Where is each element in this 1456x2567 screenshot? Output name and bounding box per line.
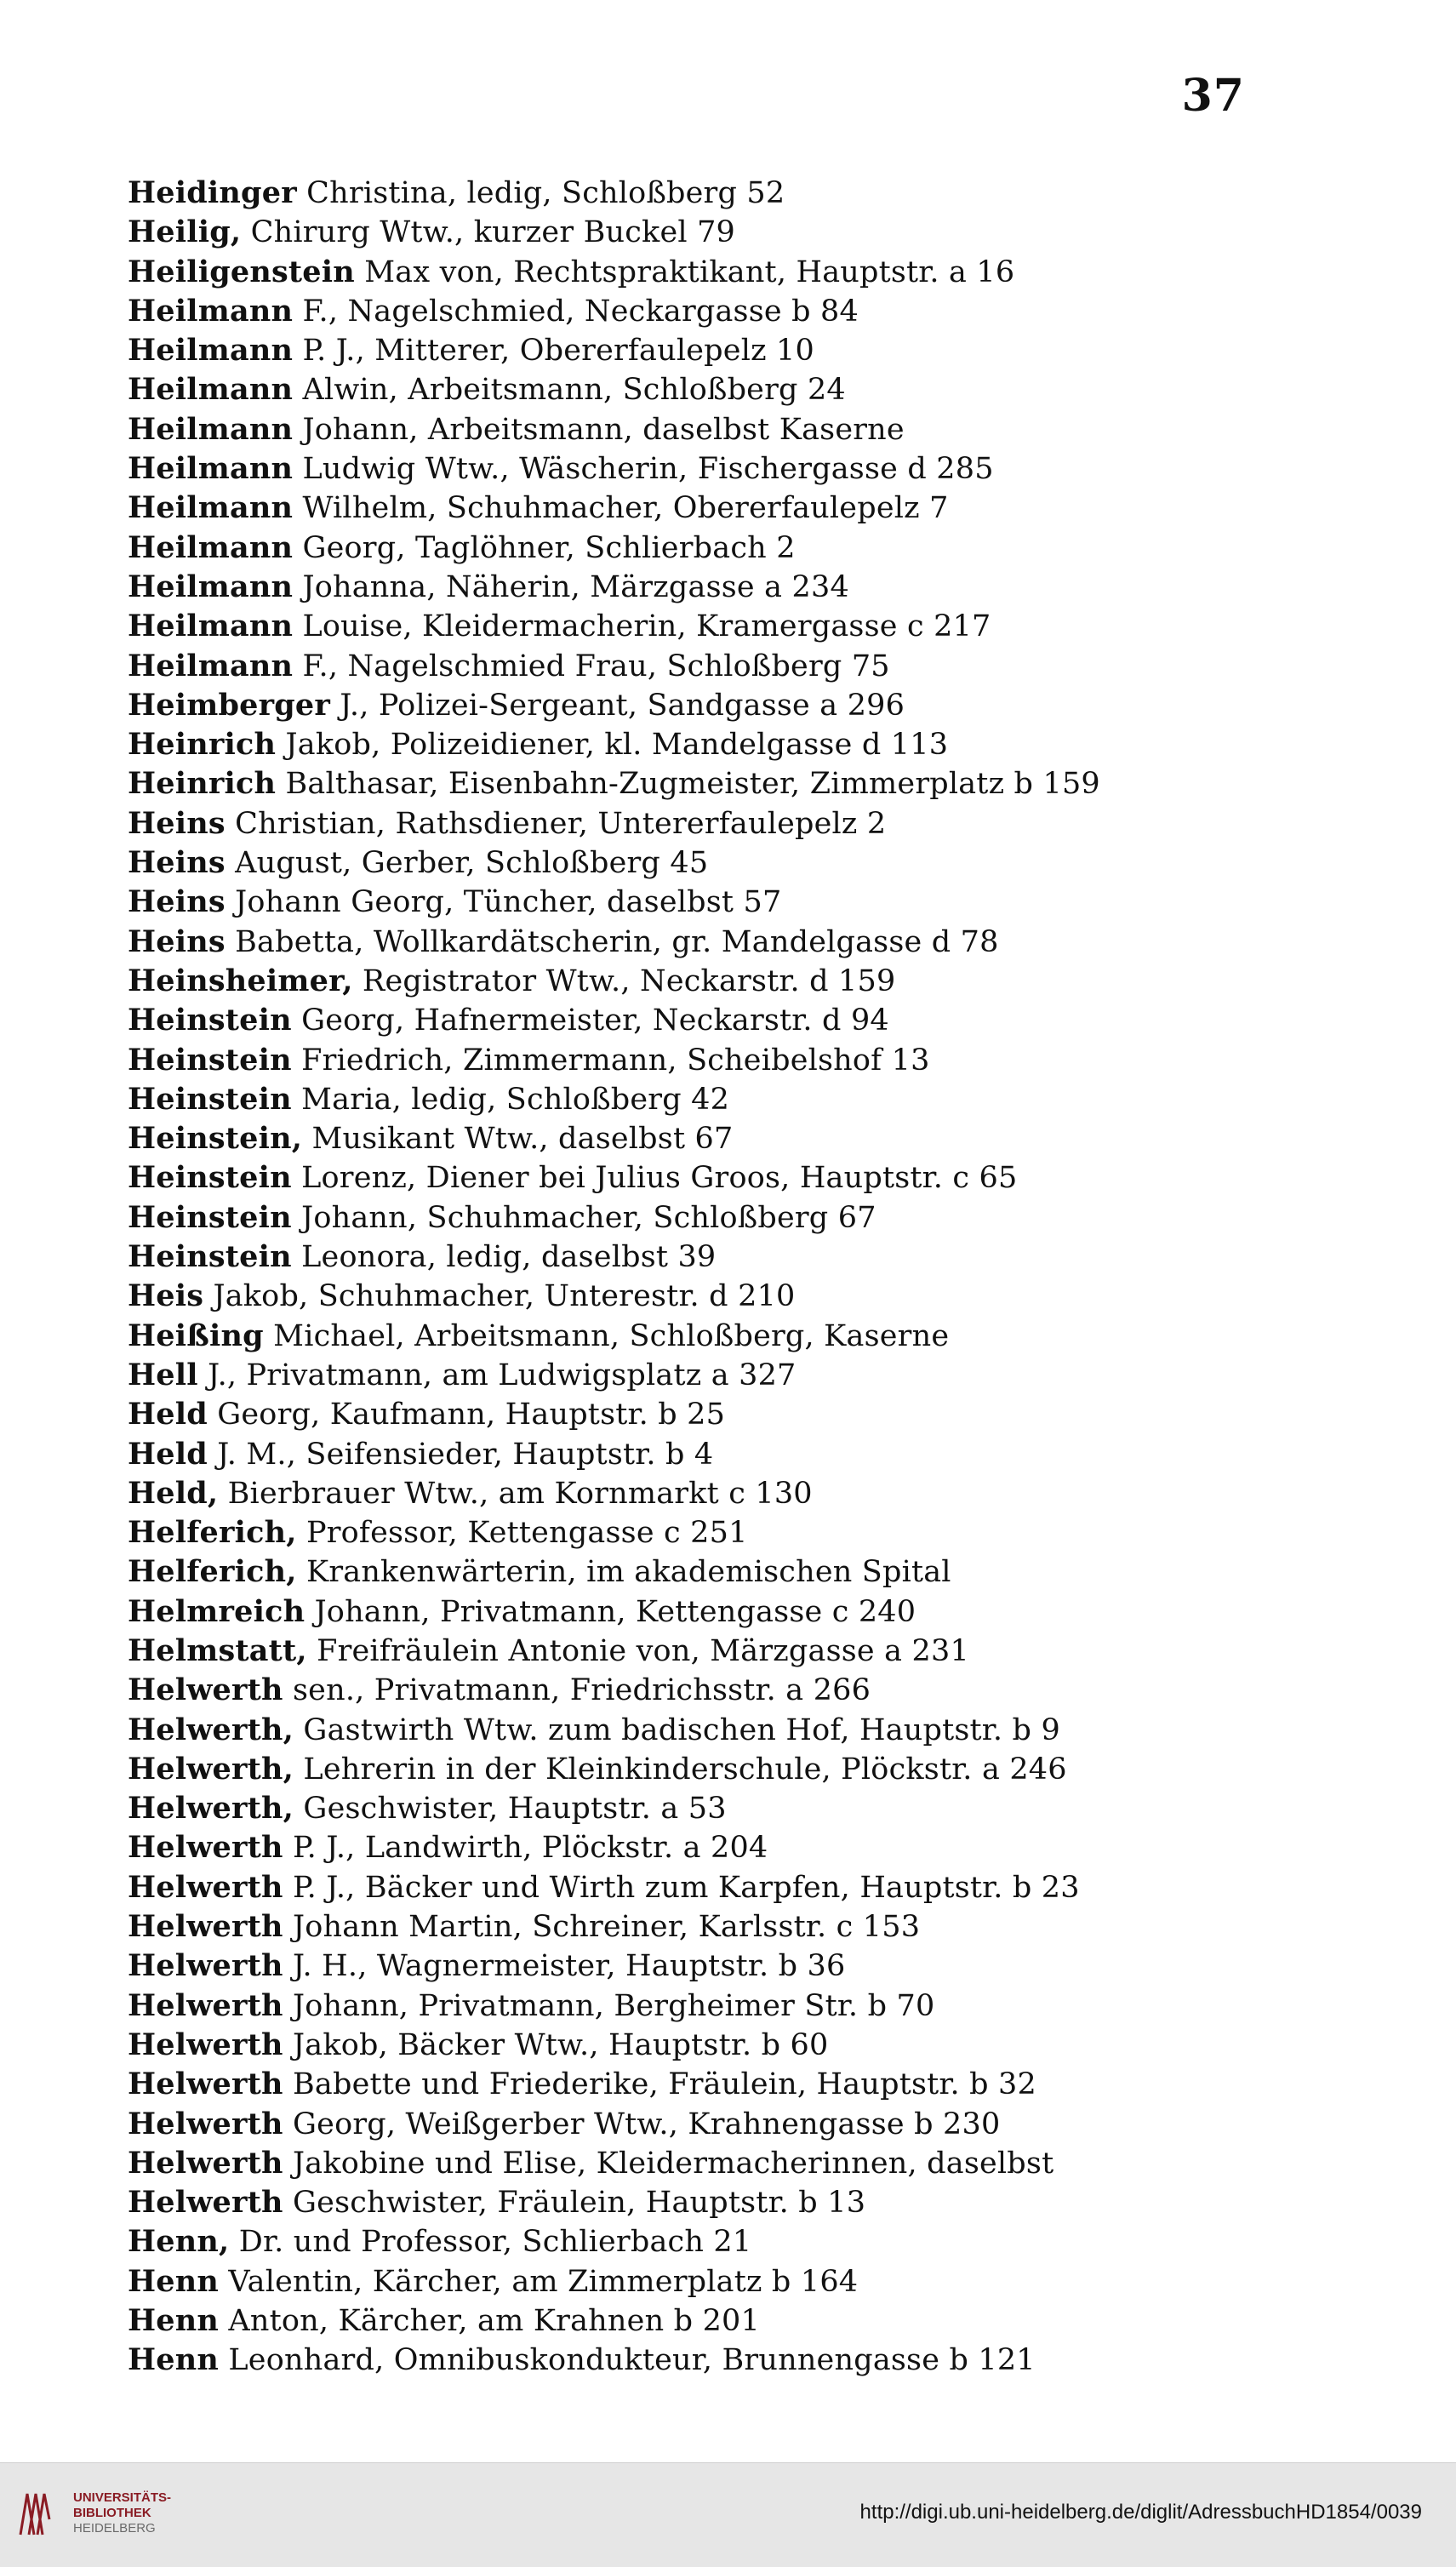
entry-details: Krankenwärterin, im akademischen Spital xyxy=(305,1555,951,1590)
entry-details: Ludwig Wtw., Wäscherin, Fischergasse d 285 xyxy=(302,452,994,487)
directory-entry xyxy=(128,1395,1302,1434)
entry-details: Jakob, Schuhmacher, Unterestr. d 210 xyxy=(213,1279,796,1314)
directory-entry xyxy=(128,1987,1302,2026)
entry-surname: Heinstein xyxy=(128,1239,292,1275)
entry-surname: Hell xyxy=(128,1357,198,1392)
entry-surname: Heilmann xyxy=(128,411,294,447)
directory-entry xyxy=(128,1119,1302,1158)
entry-surname: Heins xyxy=(128,923,226,959)
entry-details: Babette und Friederike, Fräulein, Hauptstr. b 32 xyxy=(293,2067,1036,2102)
entry-details: Christian, Rathsdiener, Untererfaulepelz 2 xyxy=(235,806,887,841)
entry-details: P. J., Mitterer, Obererfaulepelz 10 xyxy=(302,334,814,369)
directory-entry xyxy=(128,2262,1302,2301)
entry-details: Gastwirth Wtw. zum badischen Hof, Hauptstr. b 9 xyxy=(303,1712,1060,1747)
directory-entry xyxy=(128,1907,1302,1947)
entry-details: Lorenz, Diener bei Julius Groos, Hauptstr. c 65 xyxy=(301,1161,1018,1196)
entry-surname: Heilmann xyxy=(128,490,294,526)
directory-entry xyxy=(128,2065,1302,2104)
footer-bar xyxy=(0,2462,1456,2567)
entry-details: Balthasar, Eisenbahn-Zugmeister, Zimmerplatz b 159 xyxy=(285,767,1100,802)
entry-details: Freifräulein Antonie von, Märzgasse a 231 xyxy=(317,1633,969,1668)
entry-details: Alwin, Arbeitsmann, Schloßberg 24 xyxy=(302,373,846,408)
directory-entry xyxy=(128,370,1302,409)
entry-details: Louise, Kleidermacherin, Kramergasse c 217 xyxy=(302,609,991,644)
directory-entry xyxy=(128,686,1302,725)
directory-entry xyxy=(128,1317,1302,1356)
entry-surname: Heins xyxy=(128,845,226,881)
directory-entry xyxy=(128,1711,1302,1750)
directory-entry xyxy=(128,883,1302,922)
directory-entry xyxy=(128,962,1302,1001)
entry-details: Bierbrauer Wtw., am Kornmarkt c 130 xyxy=(227,1476,813,1511)
directory-entry xyxy=(128,449,1302,489)
entry-surname: Heinstein xyxy=(128,1160,292,1196)
directory-entry xyxy=(128,1041,1302,1080)
entry-details: Michael, Arbeitsmann, Schloßberg, Kaserne xyxy=(273,1318,950,1353)
directory-entry xyxy=(128,1592,1302,1632)
directory-entry xyxy=(128,1356,1302,1395)
directory-entry xyxy=(128,213,1302,252)
entry-surname: Heis xyxy=(128,1278,204,1314)
entry-details: August, Gerber, Schloßberg 45 xyxy=(235,846,709,881)
entry-surname: Heins xyxy=(128,805,226,841)
entry-details: F., Nagelschmied Frau, Schloßberg 75 xyxy=(302,649,890,683)
entry-surname: Helwerth xyxy=(128,2067,283,2102)
entry-details: P. J., Bäcker und Wirth zum Karpfen, Hauptstr. b 23 xyxy=(293,1870,1080,1905)
entry-details: sen., Privatmann, Friedrichsstr. a 266 xyxy=(293,1673,871,1708)
entry-surname: Helmstatt, xyxy=(128,1632,307,1668)
entry-details: Johann Martin, Schreiner, Karlsstr. c 153 xyxy=(293,1910,921,1945)
directory-entry xyxy=(128,568,1302,607)
directory-entry xyxy=(128,1435,1302,1474)
entry-details: Lehrerin in der Kleinkinderschule, Plöckstr. a 246 xyxy=(303,1752,1067,1787)
entry-surname: Heinstein xyxy=(128,1199,292,1235)
entry-surname: Heidinger xyxy=(128,175,297,210)
entry-surname: Helwerth xyxy=(128,1672,283,1708)
entry-surname: Helferich, xyxy=(128,1554,297,1590)
directory-entry xyxy=(128,489,1302,528)
directory-entry xyxy=(128,1671,1302,1710)
entry-details: Dr. und Professor, Schlierbach 21 xyxy=(238,2225,752,2260)
entry-surname: Heilmann xyxy=(128,293,294,329)
directory-entry xyxy=(128,1947,1302,1986)
entry-surname: Heinstein xyxy=(128,1003,292,1038)
entry-surname: Henn xyxy=(128,2263,220,2299)
entry-surname: Heinstein xyxy=(128,1081,292,1117)
entry-details: Leonhard, Omnibuskondukteur, Brunnengasse b 121 xyxy=(228,2343,1036,2378)
directory-entry xyxy=(128,804,1302,843)
directory-entry xyxy=(128,1474,1302,1513)
entry-surname: Henn xyxy=(128,2303,220,2339)
directory-entries xyxy=(128,174,1302,2381)
entry-details: Geschwister, Hauptstr. a 53 xyxy=(303,1792,727,1827)
directory-entry xyxy=(128,331,1302,370)
entry-surname: Heilmann xyxy=(128,569,294,604)
entry-surname: Heilmann xyxy=(128,372,294,408)
entry-details: Johann, Privatmann, Bergheimer Str. b 70 xyxy=(293,1988,935,2023)
entry-surname: Helferich, xyxy=(128,1515,297,1551)
directory-entry xyxy=(128,1552,1302,1592)
entry-surname: Helwerth, xyxy=(128,1751,294,1787)
entry-details: Jakob, Polizeidiener, kl. Mandelgasse d 113 xyxy=(285,728,949,763)
entry-details: Jakobine und Elise, Kleidermacherinnen, daselbst xyxy=(293,2146,1054,2181)
directory-entry xyxy=(128,647,1302,686)
entry-details: J., Polizei-Sergeant, Sandgasse a 296 xyxy=(340,688,905,723)
directory-entry xyxy=(128,923,1302,962)
entry-details: Wilhelm, Schuhmacher, Obererfaulepelz 7 xyxy=(302,491,949,526)
entry-surname: Heinrich xyxy=(128,727,277,763)
entry-details: Johann, Arbeitsmann, daselbst Kaserne xyxy=(302,412,905,447)
entry-details: Leonora, ledig, daselbst 39 xyxy=(301,1240,717,1275)
entry-details: Musikant Wtw., daselbst 67 xyxy=(311,1122,734,1157)
entry-details: Johann, Schuhmacher, Schloßberg 67 xyxy=(301,1200,876,1235)
entry-details: Geschwister, Fräulein, Hauptstr. b 13 xyxy=(293,2186,866,2221)
directory-entry xyxy=(128,1789,1302,1828)
entry-surname: Henn, xyxy=(128,2224,230,2260)
entry-details: Georg, Hafnermeister, Neckarstr. d 94 xyxy=(301,1003,889,1038)
directory-entry xyxy=(128,1632,1302,1671)
library-name-line: UNIVERSITÄTS- xyxy=(73,2490,172,2505)
library-name-line: BIBLIOTHEK xyxy=(73,2506,151,2520)
directory-entry xyxy=(128,1001,1302,1040)
directory-entry xyxy=(128,725,1302,764)
entry-surname: Heilmann xyxy=(128,451,294,487)
directory-entry xyxy=(128,253,1302,292)
entry-surname: Helwerth xyxy=(128,1948,283,1984)
library-name xyxy=(73,2490,171,2536)
directory-entry xyxy=(128,1158,1302,1198)
entry-surname: Helwerth xyxy=(128,2185,283,2221)
library-name-line: HEIDELBERG xyxy=(73,2521,156,2536)
entry-details: Johann Georg, Tüncher, daselbst 57 xyxy=(235,885,782,920)
directory-entry xyxy=(128,2183,1302,2222)
entry-surname: Helwerth xyxy=(128,2027,283,2062)
entry-details: Johanna, Näherin, Märzgasse a 234 xyxy=(302,569,849,604)
entry-surname: Heimberger xyxy=(128,687,331,723)
entry-surname: Helmreich xyxy=(128,1593,305,1629)
directory-entry xyxy=(128,2026,1302,2065)
directory-entry xyxy=(128,2222,1302,2261)
entry-surname: Heinstein xyxy=(128,1042,292,1078)
entry-surname: Helwerth, xyxy=(128,1712,294,1747)
entry-surname: Heinsheimer, xyxy=(128,963,353,998)
entry-surname: Held, xyxy=(128,1475,219,1511)
entry-surname: Heilmann xyxy=(128,529,294,565)
directory-entry xyxy=(128,1513,1302,1552)
entry-surname: Heilmann xyxy=(128,648,294,683)
entry-details: Registrator Wtw., Neckarstr. d 159 xyxy=(362,963,896,998)
entry-surname: Heinstein, xyxy=(128,1121,303,1157)
entry-details: Max von, Rechtspraktikant, Hauptstr. a 16 xyxy=(364,254,1015,289)
directory-entry xyxy=(128,843,1302,883)
entry-details: P. J., Landwirth, Plöckstr. a 204 xyxy=(293,1831,768,1866)
source-url-link[interactable]: http://digi.ub.uni-heidelberg.de/diglit/AdressbuchHD1854/0039 xyxy=(859,2501,1422,2524)
directory-entry xyxy=(128,1868,1302,1907)
entry-details: J. M., Seifensieder, Hauptstr. b 4 xyxy=(217,1437,714,1472)
entry-details: Chirurg Wtw., kurzer Buckel 79 xyxy=(250,215,736,250)
entry-details: J. H., Wagnermeister, Hauptstr. b 36 xyxy=(293,1949,846,1984)
directory-entry xyxy=(128,174,1302,213)
entry-surname: Heilig, xyxy=(128,214,242,250)
entry-details: Friedrich, Zimmermann, Scheibelshof 13 xyxy=(301,1043,930,1078)
entry-details: Maria, ledig, Schloßberg 42 xyxy=(301,1082,730,1117)
entry-details: Christina, ledig, Schloßberg 52 xyxy=(306,176,785,210)
entry-surname: Heilmann xyxy=(128,333,294,369)
entry-surname: Henn xyxy=(128,2342,220,2378)
directory-entry xyxy=(128,1198,1302,1238)
entry-details: Professor, Kettengasse c 251 xyxy=(305,1516,748,1551)
directory-entry xyxy=(128,1238,1302,1277)
directory-entry xyxy=(128,410,1302,449)
entry-surname: Heilmann xyxy=(128,609,294,644)
directory-entry xyxy=(128,607,1302,646)
entry-details: Johann, Privatmann, Kettengasse c 240 xyxy=(314,1594,916,1629)
entry-surname: Held xyxy=(128,1397,208,1432)
entry-details: F., Nagelschmied, Neckargasse b 84 xyxy=(302,294,859,329)
directory-entry xyxy=(128,292,1302,331)
entry-details: Jakob, Bäcker Wtw., Hauptstr. b 60 xyxy=(293,2027,829,2062)
page-number: 37 xyxy=(1181,70,1245,122)
directory-entry xyxy=(128,2341,1302,2380)
entry-details: Georg, Kaufmann, Hauptstr. b 25 xyxy=(217,1398,726,1432)
entry-surname: Heinrich xyxy=(128,766,277,802)
entry-details: Babetta, Wollkardätscherin, gr. Mandelgasse d 78 xyxy=(235,924,999,959)
directory-entry xyxy=(128,1277,1302,1316)
directory-entry xyxy=(128,1080,1302,1119)
entry-details: Georg, Taglöhner, Schlierbach 2 xyxy=(302,530,796,565)
entry-surname: Helwerth xyxy=(128,1987,283,2023)
entry-details: Valentin, Kärcher, am Zimmerplatz b 164 xyxy=(228,2264,859,2299)
entry-surname: Helwerth xyxy=(128,2145,283,2181)
entry-details: Georg, Weißgerber Wtw., Krahnengasse b 230 xyxy=(293,2107,1001,2141)
directory-entry xyxy=(128,1750,1302,1789)
university-logo-icon xyxy=(15,2485,53,2541)
entry-details: J., Privatmann, am Ludwigsplatz a 327 xyxy=(208,1358,797,1392)
entry-surname: Helwerth xyxy=(128,1830,283,1866)
directory-entry xyxy=(128,2144,1302,2183)
entry-surname: Heiligenstein xyxy=(128,254,355,289)
entry-surname: Helwerth, xyxy=(128,1791,294,1827)
directory-entry xyxy=(128,764,1302,803)
directory-entry xyxy=(128,1828,1302,1867)
entry-surname: Helwerth xyxy=(128,1909,283,1945)
entry-surname: Helwerth xyxy=(128,1869,283,1905)
entry-surname: Heins xyxy=(128,884,226,920)
entry-surname: Heißing xyxy=(128,1318,264,1353)
entry-surname: Held xyxy=(128,1436,208,1472)
directory-entry xyxy=(128,529,1302,568)
entry-surname: Helwerth xyxy=(128,2106,283,2141)
directory-entry xyxy=(128,2105,1302,2144)
entry-details: Anton, Kärcher, am Krahnen b 201 xyxy=(228,2304,760,2339)
directory-entry xyxy=(128,2301,1302,2341)
